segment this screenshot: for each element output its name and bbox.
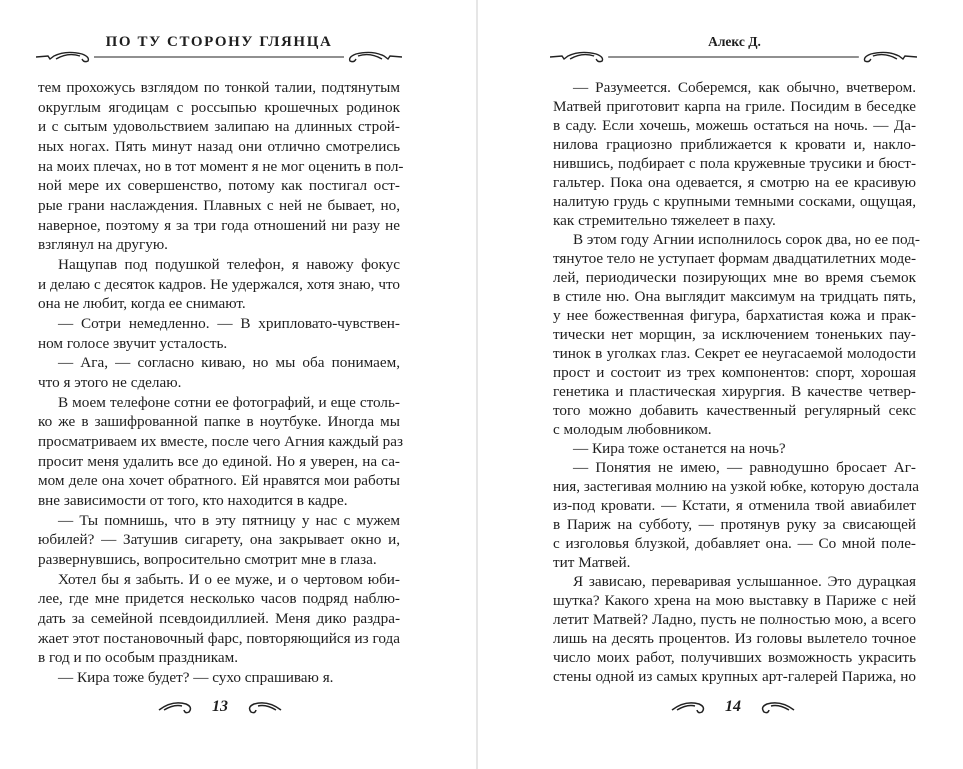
paragraph xyxy=(38,78,404,255)
flourish-left-icon xyxy=(671,699,707,715)
header-ornament-rule xyxy=(550,48,917,64)
text-line: В этом году Агнии исполнилось сорок два, но ее под- xyxy=(573,231,920,248)
page-number: 14 xyxy=(725,698,741,715)
header-ornament-rule xyxy=(36,48,402,64)
text-line: с изголовья блузкой, добавляет она. — Со мной поле- xyxy=(553,535,916,552)
text-line: лей, периодически позирующих мне во время съемок xyxy=(553,269,916,286)
text-line: из-под кровати. — Кстати, я отменила твой авиабилет xyxy=(553,497,916,514)
text-line: число моих работ, получивших возможность украсить xyxy=(553,649,916,666)
text-line: на моих плечах, но в тот момент я не мог оценить в пол- xyxy=(38,157,404,175)
running-head: Алекс Д. xyxy=(708,34,761,49)
text-line: и делаю с десяток кадров. Не удержался, хотя знаю, что xyxy=(38,275,400,293)
text-line: — Ага, — согласно киваю, но мы оба понимаем, xyxy=(58,354,400,372)
text-line: прост и состоит из трех компонентов: спорт, хорошая xyxy=(553,364,916,381)
text-line: — Сотри немедленно. — В хрипловато-чувствен- xyxy=(58,315,400,333)
running-head: ПО ТУ СТОРОНУ ГЛЯНЦА xyxy=(105,34,333,50)
paragraph xyxy=(38,393,403,511)
paragraph xyxy=(553,572,916,686)
text-line: — Ты помнишь, что в эту пятницу у нас с мужем xyxy=(58,511,400,529)
text-line: взглянул на другую. xyxy=(38,236,168,254)
text-line: ной мере их совершенство, потому как постигал ост- xyxy=(38,177,400,195)
text-line: налитую грудь с крупными темными сосками, ощущая, xyxy=(553,193,916,210)
text-line: юбилей? — Затушив сигарету, она закрывает окно и, xyxy=(38,531,400,549)
text-line: ко же в зашифрованной папке в ноутбуке. Иногда мы xyxy=(38,413,400,431)
text-line: как стремительно тяжелеет в паху. xyxy=(553,212,776,229)
text-line: дать за семейной псевдоидиллией. Меня дико раздра- xyxy=(38,610,400,628)
right-page xyxy=(478,0,963,769)
text-line: мом деле она хочет обратного. Ей нравятся мои работы xyxy=(38,472,400,490)
text-line: и с сытым удовольствием залипаю на длинных строй- xyxy=(38,118,400,136)
text-line: тянутое тело не уступает формам двадцатилетних моде- xyxy=(553,250,917,267)
text-line: просит меня удалить все до единой. Но я уверен, на са- xyxy=(38,452,400,470)
text-line: тит Матвей. xyxy=(553,554,631,571)
text-line: генетика и пластическая хирургия. В качестве четвер- xyxy=(553,383,916,400)
paragraph xyxy=(38,511,400,570)
text-line: Нащупав под подушкой телефон, я навожу фокус xyxy=(58,256,400,274)
text-line: тически нет морщин, за исключением тоненьких пау- xyxy=(553,326,916,343)
text-line: шутка? Какого хрена на мою выставку в Париже с ней xyxy=(553,592,916,609)
paragraph xyxy=(553,78,916,230)
flourish-right-icon xyxy=(759,699,795,715)
text-line: ном голосе звучит усталость. xyxy=(38,334,228,352)
text-line: Хотел бы я забыть. И о ее муже, и о чертовом юби- xyxy=(58,570,400,588)
page-footer xyxy=(663,695,803,719)
paragraph xyxy=(553,458,919,572)
text-line: того можно добавить качественный регулярный секс xyxy=(553,402,916,419)
page-number: 13 xyxy=(212,698,228,715)
text-line: что я этого не сделаю. xyxy=(38,374,182,392)
text-line: в стиле ню. Она выглядит максимум на тридцать пять, xyxy=(553,288,916,305)
text-line: тинок в уголках глаз. Секрет ее неугасаемой молодости xyxy=(553,345,916,362)
text-line: летит Матвей? Ладно, пусть не полностью мою, а всего xyxy=(553,611,916,628)
paragraph xyxy=(38,668,400,688)
paragraph xyxy=(38,353,400,392)
text-line: нилова грациозно приближается к кровати и, накло- xyxy=(553,136,916,153)
text-line: — Разумеется. Соберемся, как обычно, вчетвером. xyxy=(573,79,916,96)
text-line: лишь на десять процентов. Из головы вылетело точное xyxy=(553,630,916,647)
page-footer xyxy=(150,695,290,719)
text-line: стены одной из самых крупных арт-галерей Парижа, но xyxy=(553,668,916,685)
text-line: в Париж на субботу, — протянув руку за свисающей xyxy=(553,516,916,533)
text-line: просматриваем их вместе, после чего Агния каждый раз xyxy=(38,433,403,451)
page-text xyxy=(38,78,404,688)
text-line: в год и по особым праздникам. xyxy=(38,649,239,667)
paragraph xyxy=(553,230,920,439)
text-line: — Кира тоже будет? — сухо спрашиваю я. xyxy=(58,669,334,687)
text-line: округлым ягодицам с россыпью крошечных родинок xyxy=(38,98,400,116)
paragraph xyxy=(38,314,400,353)
text-line: — Понятия не имею, — равнодушно бросает Аг- xyxy=(573,459,916,476)
flourish-right-icon xyxy=(246,699,282,715)
left-page xyxy=(0,0,476,769)
text-line: ных ногах. Пять минут назад они отлично смотрелись xyxy=(38,138,400,156)
text-line: развернувшись, вопросительно смотрит мне в глаза. xyxy=(38,551,377,569)
text-line: лее, где мне придется несколько часов подряд наблю- xyxy=(38,590,400,608)
text-line: Матвей приготовит карпа на гриле. Посидим в беседке xyxy=(553,98,916,115)
text-line: вне зависимости от того, кто находится в кадре. xyxy=(38,492,348,510)
text-line: — Кира тоже останется на ночь? xyxy=(573,440,786,457)
text-line: в саду. Если хочешь, можешь остаться на ночь. — Да- xyxy=(553,117,916,134)
flourish-left-icon xyxy=(158,699,194,715)
text-line: гальтер. Пока она одевается, я смотрю на ее красивую xyxy=(553,174,916,191)
paragraph xyxy=(553,439,916,458)
text-line: ния, застегивая молнию на узкой юбке, которую достала xyxy=(553,478,919,495)
text-line: нившись, подбирает с пола кружевные трусики и бюст- xyxy=(553,155,916,172)
page-text xyxy=(553,78,920,686)
text-line: Я зависаю, переваривая услышанное. Это дурацкая xyxy=(573,573,916,590)
text-line: она не любит, когда ее снимают. xyxy=(38,295,246,313)
text-line: с молодым любовником. xyxy=(553,421,712,438)
text-line: тем прохожусь взглядом по тонкой талии, подтянутым xyxy=(38,79,400,96)
text-line: у нее божественная фигура, бархатистая кожа и прак- xyxy=(553,307,916,324)
text-line: жает этот постановочный фарс, повторяющийся из года xyxy=(38,629,400,647)
text-line: В моем телефоне сотни ее фотографий, и еще столь- xyxy=(58,393,400,411)
text-line: рые грани наслаждения. Плавных с ней не бывает, но, xyxy=(38,197,400,215)
paragraph xyxy=(38,570,400,668)
paragraph xyxy=(38,255,400,314)
text-line: наверное, поэтому я за три года отношений ни разу не xyxy=(38,216,400,234)
